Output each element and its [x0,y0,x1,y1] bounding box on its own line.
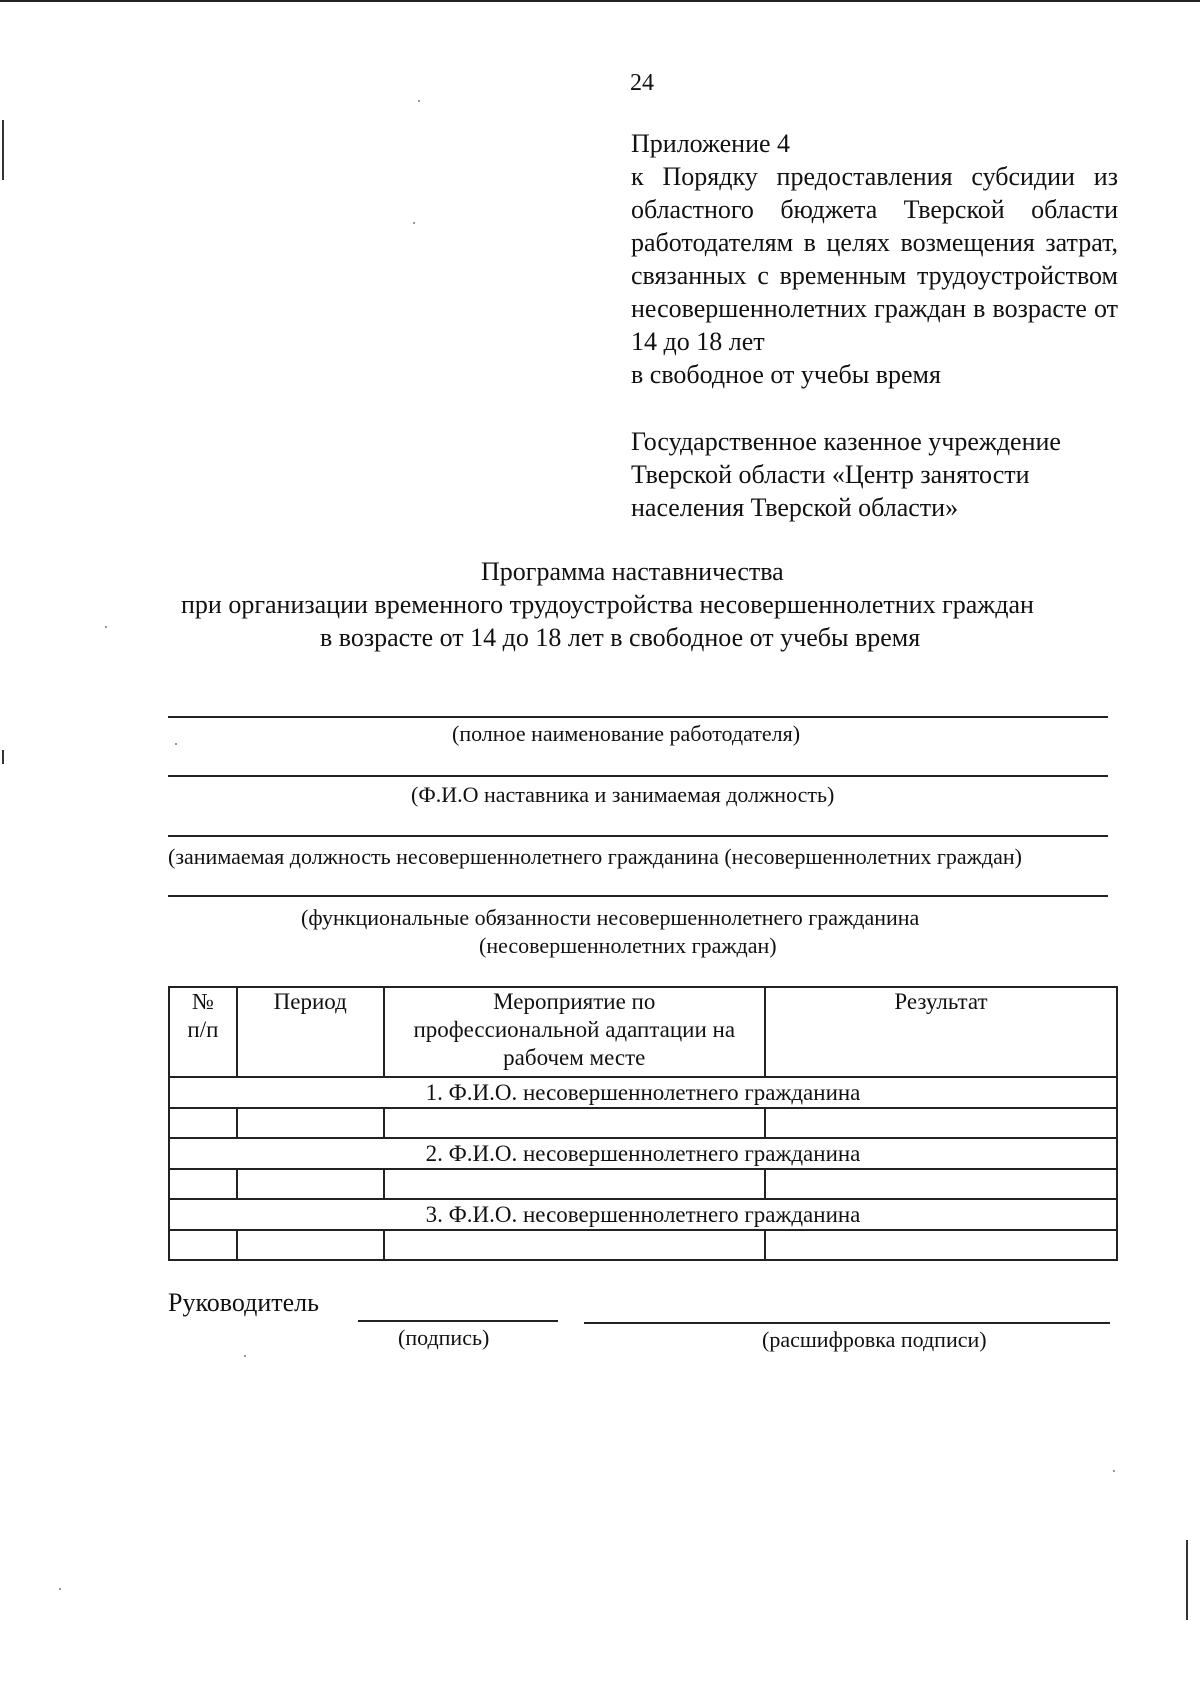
person-row [169,1077,1117,1108]
table-cell[interactable] [237,1230,384,1260]
scan-speck [244,1355,246,1357]
position-fill-line[interactable] [168,835,1108,837]
col-number-header [169,987,237,1077]
appendix-text: к Порядку предоставления субсидии из областного бюджета Тверской области работодателям в целях возмещения затрат, связанных с временным трудоустройством несовершеннолетних граждан в возрасте от 14 до 18 лет [631,162,1118,356]
table-header-row [169,987,1117,1077]
duties-fill-line[interactable] [168,895,1108,897]
position-caption: (занимаемая должность несовершеннолетнего гражданина (несовершеннолетних граждан) [168,844,1022,869]
scan-edge-mark [1186,1540,1188,1620]
employer-fill-line[interactable] [168,716,1108,718]
table-cell[interactable] [169,1169,237,1199]
table-cell[interactable] [765,1169,1117,1199]
page-number: 24 [630,70,654,96]
col-number-header-line: п/п [187,1017,219,1042]
program-subtitle: при организации временного трудоустройства несовершеннолетних граждан [181,590,1034,619]
signature-caption: (подпись) [398,1325,490,1350]
person-name-cell: 3. Ф.И.О. несовершеннолетнего гражданина [169,1199,1117,1230]
table-row [169,1169,1117,1199]
employer-caption: (полное наименование работодателя) [452,721,801,746]
program-title-block [0,555,1200,654]
scan-speck [59,1588,61,1590]
table-cell[interactable] [237,1169,384,1199]
col-number-header-line: № [191,989,214,1014]
appendix-title: Приложение 4 [631,129,791,158]
col-event-header-line: рабочем месте [503,1045,646,1070]
duties-caption: (функциональные обязанности несовершеннолетнего гражданина [301,905,920,930]
institution-line: населения Тверской области» [631,493,959,522]
signer-label: Руководитель [168,1288,319,1317]
table-cell[interactable] [765,1108,1117,1138]
scan-top-border [0,0,1200,2]
scan-speck [418,100,420,102]
table-cell[interactable] [169,1108,237,1138]
scan-speck [175,743,177,745]
scan-edge-mark [2,120,4,180]
person-name-cell: 1. Ф.И.О. несовершеннолетнего гражданина [169,1077,1117,1108]
person-row [169,1199,1117,1230]
person-name-cell: 2. Ф.И.О. несовершеннолетнего гражданина [169,1138,1117,1169]
table-cell[interactable] [384,1169,765,1199]
program-subtitle: в возрасте от 14 до 18 лет в свободное от учебы время [320,623,921,652]
col-event-header [384,987,765,1077]
table-row [169,1108,1117,1138]
col-period-header: Период [237,987,384,1077]
appendix-heading [631,127,1118,391]
institution-line: Государственное казенное учреждение [631,427,1061,456]
table-cell[interactable] [384,1108,765,1138]
institution-line: Тверской области «Центр занятости [631,460,1030,489]
col-result-header: Результат [765,987,1117,1077]
table-cell[interactable] [384,1230,765,1260]
mentor-caption: (Ф.И.О наставника и занимаемая должность) [411,782,835,807]
col-event-header-line: Мероприятие по [493,989,656,1014]
col-event-header-line: профессиональной адаптации на [413,1017,736,1042]
mentoring-plan-table [168,986,1118,1261]
appendix-last-line: в свободное от учебы время [631,360,941,389]
mentor-fill-line[interactable] [168,775,1108,777]
scan-speck [413,222,415,224]
table-cell[interactable] [169,1230,237,1260]
person-row [169,1138,1117,1169]
scan-edge-mark [2,750,4,764]
table-cell[interactable] [237,1108,384,1138]
scan-speck [1113,1470,1115,1472]
signature-decoding-line[interactable] [584,1322,1110,1324]
decoding-caption: (расшифровка подписи) [762,1327,987,1352]
table-cell[interactable] [765,1230,1117,1260]
signature-line[interactable] [358,1320,558,1322]
table-row [169,1230,1117,1260]
duties-caption: (несовершеннолетних граждан) [479,933,777,958]
program-title: Программа наставничества [481,557,784,586]
recipient-institution [631,425,1131,524]
